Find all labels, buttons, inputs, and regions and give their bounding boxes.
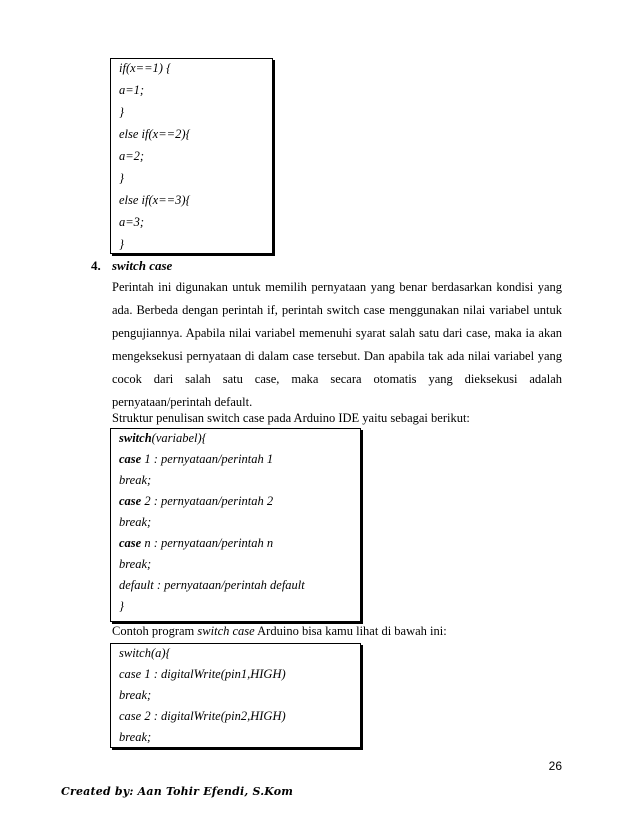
section-title: switch case bbox=[112, 258, 173, 273]
code-line: else if(x==3){ bbox=[119, 193, 191, 207]
switch-structure-box bbox=[110, 428, 361, 622]
keyword-case: case bbox=[119, 452, 142, 466]
code-line: case 1 : pernyataan/perintah 1 bbox=[119, 452, 274, 466]
code-line: a=2; bbox=[119, 149, 145, 163]
code-line: switch(variabel){ bbox=[119, 431, 207, 445]
section-heading bbox=[91, 258, 172, 274]
paragraph-line: mengeksekusi pernyataan di dalam case tersebut. Dan apabila tak ada nilai variabel yang bbox=[112, 349, 562, 363]
code-line: break; bbox=[119, 557, 152, 571]
paragraph-line: pengujiannya. Apabila nilai variabel memenuhi syarat salah satu dari case, maka ia akan bbox=[112, 326, 562, 340]
code-line: a=3; bbox=[119, 215, 145, 229]
code-line: case 2 : digitalWrite(pin2,HIGH) bbox=[119, 709, 286, 723]
example-code-box bbox=[110, 643, 361, 748]
code-line: case n : pernyataan/perintah n bbox=[119, 536, 274, 550]
code-line: } bbox=[119, 599, 124, 613]
footer-credit: Created by: Aan Tohir Efendi, S.Kom bbox=[61, 785, 294, 798]
keyword-case: case bbox=[119, 494, 142, 508]
structure-intro: Struktur penulisan switch case pada Arduino IDE yaitu sebagai berikut: bbox=[112, 411, 470, 425]
keyword-switch: switch bbox=[119, 431, 152, 445]
code-line: if(x==1) { bbox=[119, 61, 172, 75]
code-line: switch(a){ bbox=[119, 646, 171, 660]
section-number: 4. bbox=[91, 258, 101, 273]
code-line: break; bbox=[119, 688, 152, 702]
if-code-box bbox=[110, 58, 273, 254]
paragraph-line: pernyataan/perintah default. bbox=[112, 395, 253, 409]
paragraph-line: ada. Berbeda dengan perintah if, perintah switch case menggunakan nilai variabel untuk bbox=[112, 303, 562, 317]
keyword-case: case bbox=[119, 536, 142, 550]
code-line: break; bbox=[119, 515, 152, 529]
code-line: case 1 : digitalWrite(pin1,HIGH) bbox=[119, 667, 286, 681]
code-line: } bbox=[119, 105, 124, 119]
code-line: default : pernyataan/perintah default bbox=[119, 578, 305, 592]
example-intro: Contoh program switch case Arduino bisa kamu lihat di bawah ini: bbox=[112, 624, 447, 638]
page-number: 26 bbox=[548, 759, 562, 773]
code-line: a=1; bbox=[119, 83, 145, 97]
code-line: else if(x==2){ bbox=[119, 127, 191, 141]
code-line: break; bbox=[119, 473, 152, 487]
code-line: } bbox=[119, 171, 124, 185]
code-line: case 2 : pernyataan/perintah 2 bbox=[119, 494, 274, 508]
paragraph-line: Perintah ini digunakan untuk memilih pernyataan yang benar berdasarkan kondisi yang bbox=[112, 280, 562, 294]
paragraph-line: cocok dari salah satu case, maka secara otomatis yang dieksekusi adalah bbox=[112, 372, 562, 386]
code-line: } bbox=[119, 237, 124, 251]
code-line: break; bbox=[119, 730, 152, 744]
